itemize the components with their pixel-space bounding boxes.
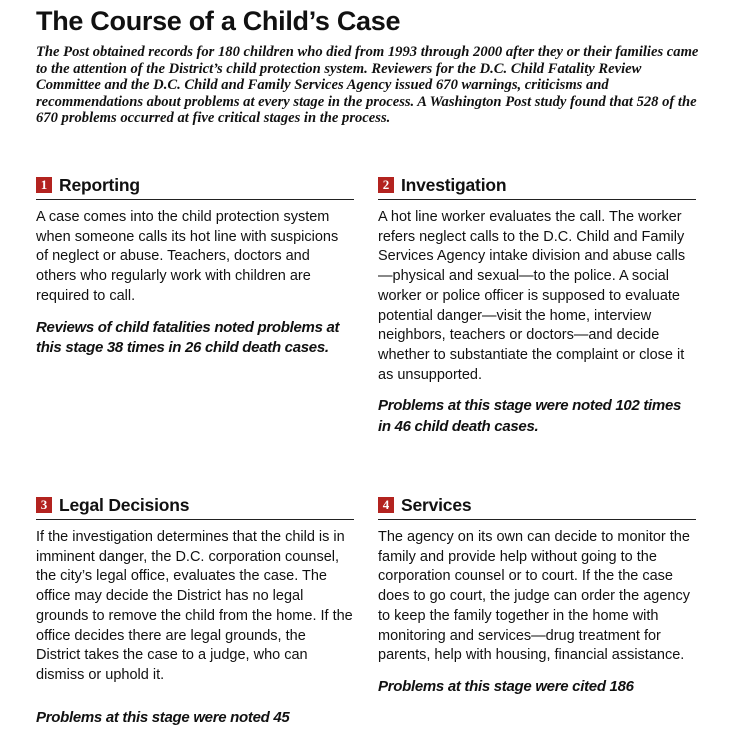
stage-legal-decisions [36,494,354,728]
stage-services [378,494,696,697]
stage-number-badge: 1 [36,177,52,193]
stage-problem-note: Reviews of child fatalities noted problems at this stage 38 times in 26 child death cases. [36,318,340,357]
stage-number-badge: 2 [378,177,394,193]
stage-problem-note: Problems at this stage were noted 102 times in 46 child death cases. [378,397,682,435]
stage-title: Legal Decisions [59,494,190,515]
stage-header [36,174,354,200]
intro-paragraph: The Post obtained records for 180 children who died from 1993 through 2000 after they or their families came to the attention of the District’s child protection system. Reviewers for the D.C. Child Fatality Review Committee and the D.C. Child and Family Services Agency issued 670 warnings, criticisms and recommendations about problems at every stage in the process. A Washington Post study found that 528 of the 670 problems occurred at five critical stages in the process. [36,44,699,127]
stage-body: A hot line worker evaluates the call. The worker refers neglect calls to the D.C. Child and Family Services Agency intake division and abuse calls—physical and sexual—to the police. A social worker or police officer is supposed to evaluate potential danger—visit the home, interview neighbors, teachers or doctors—and decide whether to substantiate the complaint or close it as unsupported. [378,209,686,383]
stage-header [378,174,696,200]
stage-header [378,494,696,520]
stage-number-badge: 3 [36,497,52,513]
page-title: The Course of a Child’s Case [36,6,401,36]
stage-investigation [378,174,696,437]
stage-title: Services [401,494,472,515]
stage-title: Reporting [59,174,140,195]
stage-header [36,494,354,520]
stage-number-badge: 4 [378,497,394,513]
stage-problem-note: Problems at this stage were cited 186 [378,677,634,695]
stage-body: The agency on its own can decide to monitor the family and provide help without going to the corporation counsel or to court. If the the case does to go court, the judge can order the agency to keep the family together in the home with monitoring and services—drug treatment for parents, help with housing, financial assistance. [378,529,690,664]
stage-reporting [36,174,354,359]
stage-body: A case comes into the child protection system when someone calls its hot line with suspicions of neglect or abuse. Teachers, doctors and others who regularly work with children are required to call. [36,209,339,304]
stage-title: Investigation [401,174,507,195]
stage-body: If the investigation determines that the child is in imminent danger, the D.C. corporation counsel, the city’s legal office, evaluates the case. The office may decide the District has no legal grounds to remove the child from the home. If the office decides there are legal grounds, the District takes the case to a judge, who can dismiss or uphold it. [36,529,353,683]
stage-problem-note: Problems at this stage were noted 45 [36,708,290,726]
